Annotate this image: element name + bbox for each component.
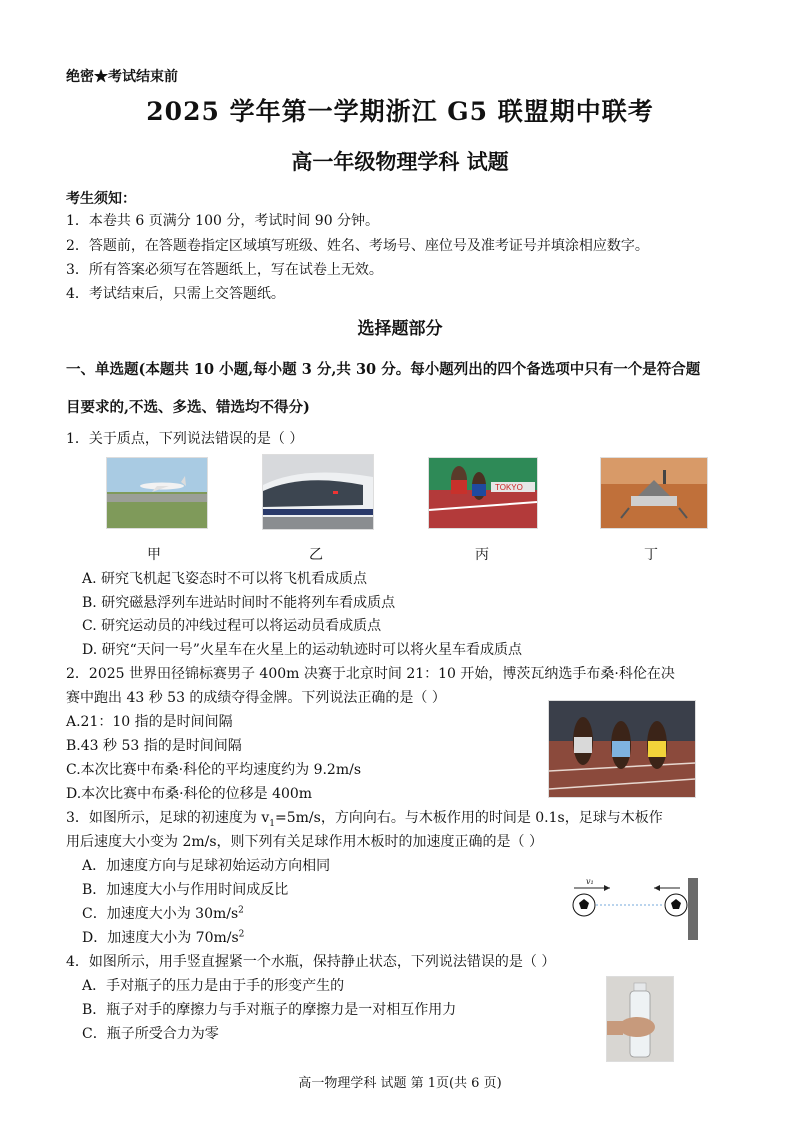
q2-stem-line2: 赛中跑出 43 秒 53 的成绩夺得金牌。下列说法正确的是（ ） — [66, 690, 446, 706]
football-board-diagram — [566, 872, 702, 944]
q2-option-a: A.21：10 指的是时间间隔 — [66, 714, 233, 730]
q3-option-d-text: D．加速度大小为 70m/s — [82, 930, 239, 946]
maglev-train-photo — [262, 454, 374, 530]
q2-option-c: C.本次比赛中布桑·科伦的平均速度约为 9.2m/s — [66, 762, 362, 778]
q3-stem-part1: 3．如图所示，足球的初速度为 v — [66, 810, 270, 826]
q4-option-a: A．手对瓶子的压力是由于手的形变产生的 — [82, 978, 345, 994]
hand-bottle-photo — [606, 976, 674, 1062]
q1-option-b: B. 研究磁悬浮列车进站时间时不能将列车看成质点 — [82, 595, 396, 611]
q3-option-c-text: C．加速度大小为 30m/s — [82, 906, 239, 922]
caption-bing: 丙 — [475, 547, 489, 563]
q3-option-c — [82, 903, 244, 923]
q2-option-d: D.本次比赛中布桑·科伦的位移是 400m — [66, 786, 313, 802]
caption-jia: 甲 — [147, 547, 161, 563]
q2-stem-line1: 2．2025 世界田径锦标赛男子 400m 决赛于北京时间 21：10 开始，博茨瓦纳选手布桑·科伦在决 — [66, 666, 675, 682]
v1-label: v₁ — [586, 877, 594, 886]
q4-option-c: C．瓶子所受合力为零 — [82, 1026, 219, 1042]
q3-option-c-sup: 2 — [238, 905, 244, 916]
q3-option-d-sup: 2 — [238, 929, 245, 940]
q3-stem-line2: 用后速度大小变为 2m/s，则下列有关足球作用木板时的加速度正确的是（ ） — [66, 834, 543, 850]
notice-item: 2．答题前，在答题卷指定区域填写班级、姓名、考场号、座位号及准考证号并填涂相应数字。 — [66, 238, 649, 254]
q3-stem-part2: =5m/s，方向向右。与木板作用的时间是 0.1s，足球与木板作 — [275, 810, 663, 826]
exam-title: 2025 学年第一学期浙江 G5 联盟期中联考 — [146, 97, 654, 126]
exam-subtitle: 高一年级物理学科 试题 — [291, 149, 509, 174]
notice-item: 3．所有答案必须写在答题纸上，写在试卷上无效。 — [66, 262, 383, 278]
svg-text:TOKYO: TOKYO — [495, 483, 523, 492]
page-footer: 高一物理学科 试题 第 1页(共 6 页) — [298, 1076, 502, 1091]
mars-rover-photo — [600, 457, 708, 529]
q1-stem: 1．关于质点，下列说法错误的是（ ） — [66, 431, 304, 447]
q4-stem: 4．如图所示，用手竖直握紧一个水瓶，保持静止状态，下列说法错误的是（ ） — [66, 954, 556, 970]
q3-option-d — [82, 927, 244, 947]
confidential-mark: 绝密★考试结束前 — [66, 69, 178, 85]
q1-option-d: D. 研究“天问一号”火星车在火星上的运动轨迹时可以将火星车看成质点 — [82, 642, 522, 658]
section-title: 选择题部分 — [357, 319, 443, 339]
notice-title: 考生须知： — [66, 191, 136, 207]
caption-ding: 丁 — [644, 547, 658, 563]
airplane-photo — [106, 457, 208, 529]
q3-stem-subscript: 1 — [269, 818, 276, 829]
q4-option-b: B．瓶子对手的摩擦力与手对瓶子的摩擦力是一对相互作用力 — [82, 1002, 457, 1018]
part-heading-line1: 一、单选题(本题共 10 小题,每小题 3 分,共 30 分。每小题列出的四个备选项中只有一个是符合题 — [66, 361, 701, 378]
part-heading-line2: 目要求的,不选、多选、错选均不得分) — [66, 399, 310, 416]
notice-item: 1．本卷共 6 页满分 100 分，考试时间 90 分钟。 — [66, 213, 380, 229]
caption-yi: 乙 — [309, 547, 323, 563]
notice-item: 4．考试结束后，只需上交答题纸。 — [66, 286, 285, 302]
q1-option-c: C. 研究运动员的冲线过程可以将运动员看成质点 — [82, 618, 382, 634]
q3-stem-line1 — [66, 807, 663, 829]
q3-option-b: B．加速度大小与作用时间成反比 — [82, 882, 289, 898]
q2-option-b: B.43 秒 53 指的是时间间隔 — [66, 738, 242, 754]
runners-finish-photo — [428, 457, 538, 529]
q3-option-a: A．加速度方向与足球初始运动方向相同 — [82, 858, 331, 874]
q1-option-a: A. 研究飞机起飞姿态时不可以将飞机看成质点 — [82, 571, 368, 587]
runners-race-photo — [548, 700, 696, 798]
